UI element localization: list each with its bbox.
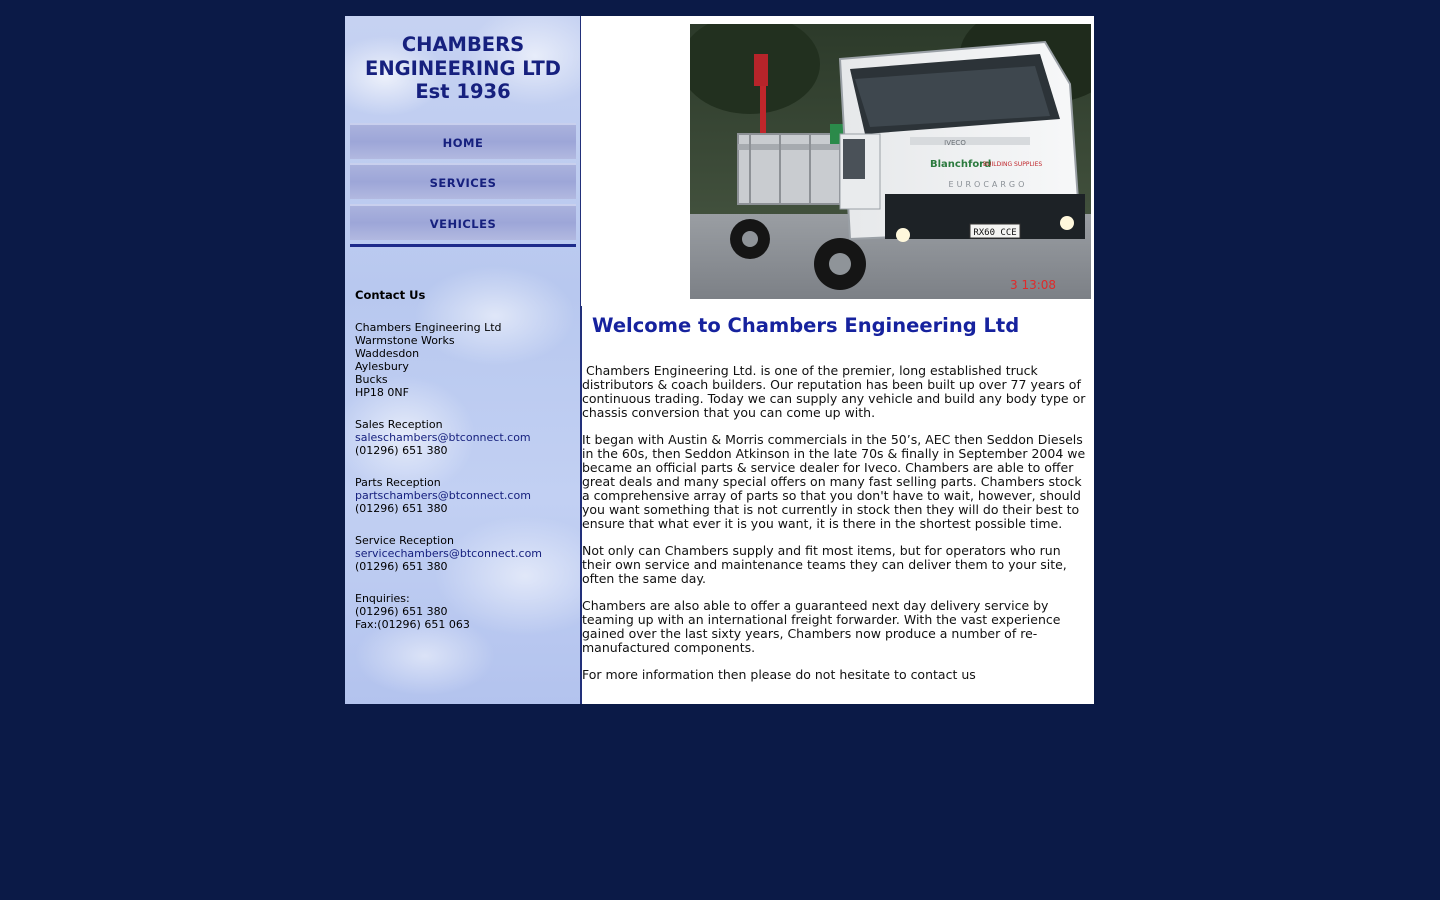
hero-truck-image (690, 24, 1091, 299)
intro-paragraph: Chambers Engineering Ltd. is one of the premier, long established truck distributors & coach builders. Our reputation has been built up over 77 years of continuous trading. Today we can supply any vehicle and build any body type or chassis conversion that you can come up with. (582, 363, 1086, 420)
parts-phone: (01296) 651 380 (355, 502, 448, 515)
sales-email-link[interactable]: saleschambers@btconnect.com (355, 431, 531, 444)
cab-brand-text: IVECO (944, 139, 966, 147)
parts-label: Parts Reception (355, 476, 441, 489)
timestamp-text: 3 13:08 (1010, 278, 1057, 292)
address-line: Warmstone Works (355, 334, 455, 347)
address-line: Waddesdon (355, 347, 420, 360)
nav-divider (350, 244, 576, 247)
company-logo[interactable] (345, 33, 581, 104)
nav-home-button[interactable]: HOME (350, 123, 576, 159)
parts-email-link[interactable]: partschambers@btconnect.com (355, 489, 531, 502)
main-content (582, 314, 1092, 695)
address-line: Aylesbury (355, 360, 409, 373)
side-brand-text: EUROCARGO (948, 180, 1028, 189)
contact-heading: Contact Us (355, 288, 426, 302)
service-email-link[interactable]: servicechambers@btconnect.com (355, 547, 543, 560)
service-phone: (01296) 651 380 (355, 560, 448, 573)
logo-line-1: CHAMBERS (401, 33, 525, 56)
sales-label: Sales Reception (355, 418, 443, 431)
plate-text: RX60 CCE (973, 228, 1017, 238)
delivery-paragraph: Not only can Chambers supply and fit most items, but for operators who run their own service and maintenance teams they can deliver them to your site, often the same day. (582, 543, 1067, 586)
livery-sub-text: BUILDING SUPPLIES (983, 161, 1043, 168)
address-line: Bucks (355, 373, 388, 386)
logo-line-2: ENGINEERING LTD (365, 56, 561, 80)
parts-reception-block (355, 476, 577, 515)
nav-vehicles-button[interactable]: VEHICLES (350, 204, 576, 240)
contact-paragraph: For more information then please do not hesitate to contact us (582, 667, 976, 682)
sales-phone: (01296) 651 380 (355, 444, 448, 457)
sales-reception-block (355, 418, 577, 457)
address-block (355, 321, 577, 399)
service-label: Service Reception (355, 534, 454, 547)
livery-text: Blanchford (930, 159, 992, 170)
contact-panel (355, 289, 577, 650)
page-title: Welcome to Chambers Engineering Ltd (592, 314, 1020, 337)
history-paragraph: It began with Austin & Morris commercials in the 50’s, AEC then Seddon Diesels in the 60s, then Seddon Atkinson in the late 70s & finally in September 2004 we became an official parts & service dealer for Iveco. Chambers are able to offer great deals and many special offers on many fast selling parts. Chambers stock a comprehensive array of parts so that you don't have to wait, however, should you want something that is not currently in stock then they will do their best to ensure that what ever it is you want, it is there in the shortest possible time. (582, 432, 1086, 531)
nav-services-button[interactable]: SERVICES (350, 163, 576, 199)
enquiries-phone: (01296) 651 380 (355, 605, 448, 618)
enquiries-label: Enquiries: (355, 592, 410, 605)
enquiries-block (355, 592, 577, 631)
sidebar (345, 16, 581, 704)
logo-line-3: Est 1936 (415, 80, 511, 103)
freight-paragraph: Chambers are also able to offer a guaranteed next day delivery service by teaming up with an international freight forwarder. With the vast experience gained over the last sixty years, Chambers now produce a number of re-manufactured components. (582, 598, 1061, 655)
service-reception-block (355, 534, 577, 573)
page-container (345, 16, 1094, 704)
address-line: Chambers Engineering Ltd (355, 321, 502, 334)
address-line: HP18 0NF (355, 386, 409, 399)
enquiries-fax: Fax:(01296) 651 063 (355, 618, 470, 631)
truck-photo (690, 24, 1091, 299)
